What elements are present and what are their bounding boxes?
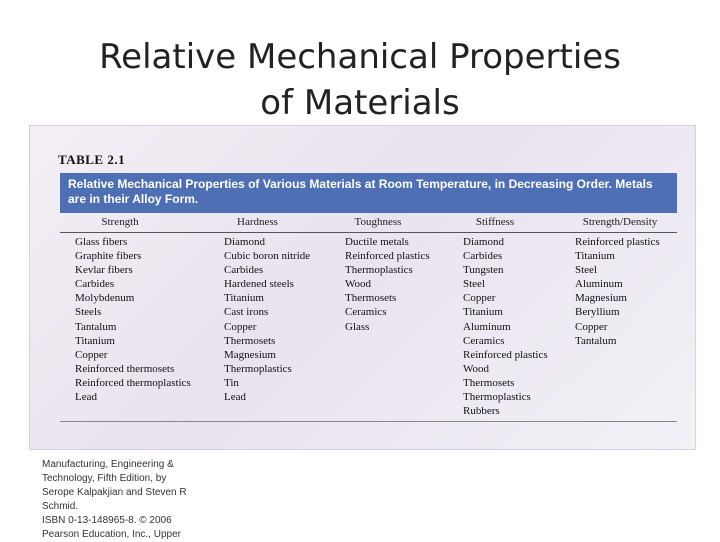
table-cell: Reinforced thermoplastics (75, 376, 191, 389)
column-header-stiffness: Stiffness (475, 216, 515, 228)
column-header-strength: Strength (101, 216, 139, 228)
table-cell: Copper (75, 348, 108, 361)
citation-line: ISBN 0-13-148965-8. © 2006 (42, 515, 172, 526)
table-cell: Reinforced plastics (345, 250, 430, 263)
column-header-toughness: Toughness (354, 216, 402, 228)
table-cell: Molybdenum (75, 292, 135, 305)
table-cell: Thermosets (224, 334, 276, 347)
table-cell: Thermoplastics (224, 362, 292, 375)
table-cell: Tantalum (575, 334, 617, 347)
table-cell: Ceramics (345, 306, 387, 319)
table-cell: Cubic boron nitride (224, 250, 311, 263)
table-cell: Diamond (224, 236, 265, 248)
slide-title (0, 34, 720, 126)
table-cell: Steel (463, 278, 485, 291)
table-cell: Aluminum (463, 320, 511, 333)
column-strength (75, 235, 191, 404)
table-cell: Cast irons (224, 306, 269, 319)
table-cell: Rubbers (463, 405, 500, 418)
table-cell: Steels (75, 306, 102, 319)
table-cell: Tin (224, 376, 239, 389)
table-cell: Carbides (463, 250, 503, 263)
table-cell: Titanium (463, 306, 503, 319)
citation (42, 458, 222, 542)
table-cell: Wood (345, 278, 372, 291)
table-cell: Carbides (224, 264, 264, 277)
table-cell: Thermosets (463, 376, 515, 389)
table-cell: Copper (575, 320, 608, 333)
table-cell: Tantalum (75, 320, 117, 333)
table-cell: Aluminum (575, 278, 623, 291)
column-hardness (224, 235, 310, 404)
table-cell: Titanium (575, 250, 615, 263)
citation-line: Manufacturing, Engineering & (42, 459, 174, 470)
citation-line: Pearson Education, Inc., Upper (42, 529, 181, 540)
column-strength-density (575, 235, 660, 348)
table-cell: Magnesium (224, 348, 276, 361)
column-header-strength-density: Strength/Density (582, 216, 658, 228)
table-cell: Thermosets (345, 292, 397, 305)
table-cell: Carbides (75, 278, 115, 291)
table-cell: Magnesium (575, 292, 627, 305)
table-cell: Titanium (224, 292, 264, 305)
table-cell: Reinforced plastics (575, 236, 660, 248)
table-cell: Graphite fibers (75, 250, 142, 263)
table-cell: Glass fibers (75, 236, 128, 248)
table-cell: Diamond (463, 236, 504, 248)
table-cell: Kevlar fibers (75, 264, 133, 277)
table-cell: Glass (345, 320, 370, 333)
column-header-hardness: Hardness (237, 216, 278, 228)
slide-title-line-1: Relative Mechanical Properties (99, 37, 621, 77)
table-cell: Lead (75, 391, 97, 404)
table-cell: Ductile metals (345, 236, 409, 248)
table-cell: Steel (575, 264, 597, 277)
table-cell: Thermoplastics (345, 264, 413, 277)
citation-line: Serope Kalpakjian and Steven R (42, 487, 187, 498)
table-cell: Reinforced plastics (463, 348, 548, 361)
citation-line: Technology, Fifth Edition, by (42, 473, 167, 484)
table-cell: Beryllium (575, 306, 620, 319)
table-header-row (60, 216, 677, 233)
table-cell: Lead (224, 391, 246, 404)
table-cell: Wood (463, 362, 490, 375)
table-cell: Thermoplastics (463, 391, 531, 404)
column-stiffness (463, 235, 548, 418)
table-cell: Ceramics (463, 334, 505, 347)
table-cell: Copper (224, 320, 257, 333)
table-cell: Reinforced thermosets (75, 362, 175, 375)
table-bottom-rule (60, 421, 677, 422)
table-cell: Copper (463, 292, 496, 305)
citation-line: Schmid. (42, 501, 79, 512)
table-cell: Titanium (75, 334, 115, 347)
table-cell: Hardened steels (224, 278, 294, 291)
table-number: TABLE 2.1 (58, 152, 126, 167)
table-caption-banner: Relative Mechanical Properties of Various Materials at Room Temperature, in Decreasing Order. Metals are in their Alloy Form. (60, 173, 677, 213)
table-cell: Tungsten (463, 264, 504, 277)
column-toughness (345, 235, 430, 334)
slide-title-line-2: of Materials (260, 83, 460, 123)
